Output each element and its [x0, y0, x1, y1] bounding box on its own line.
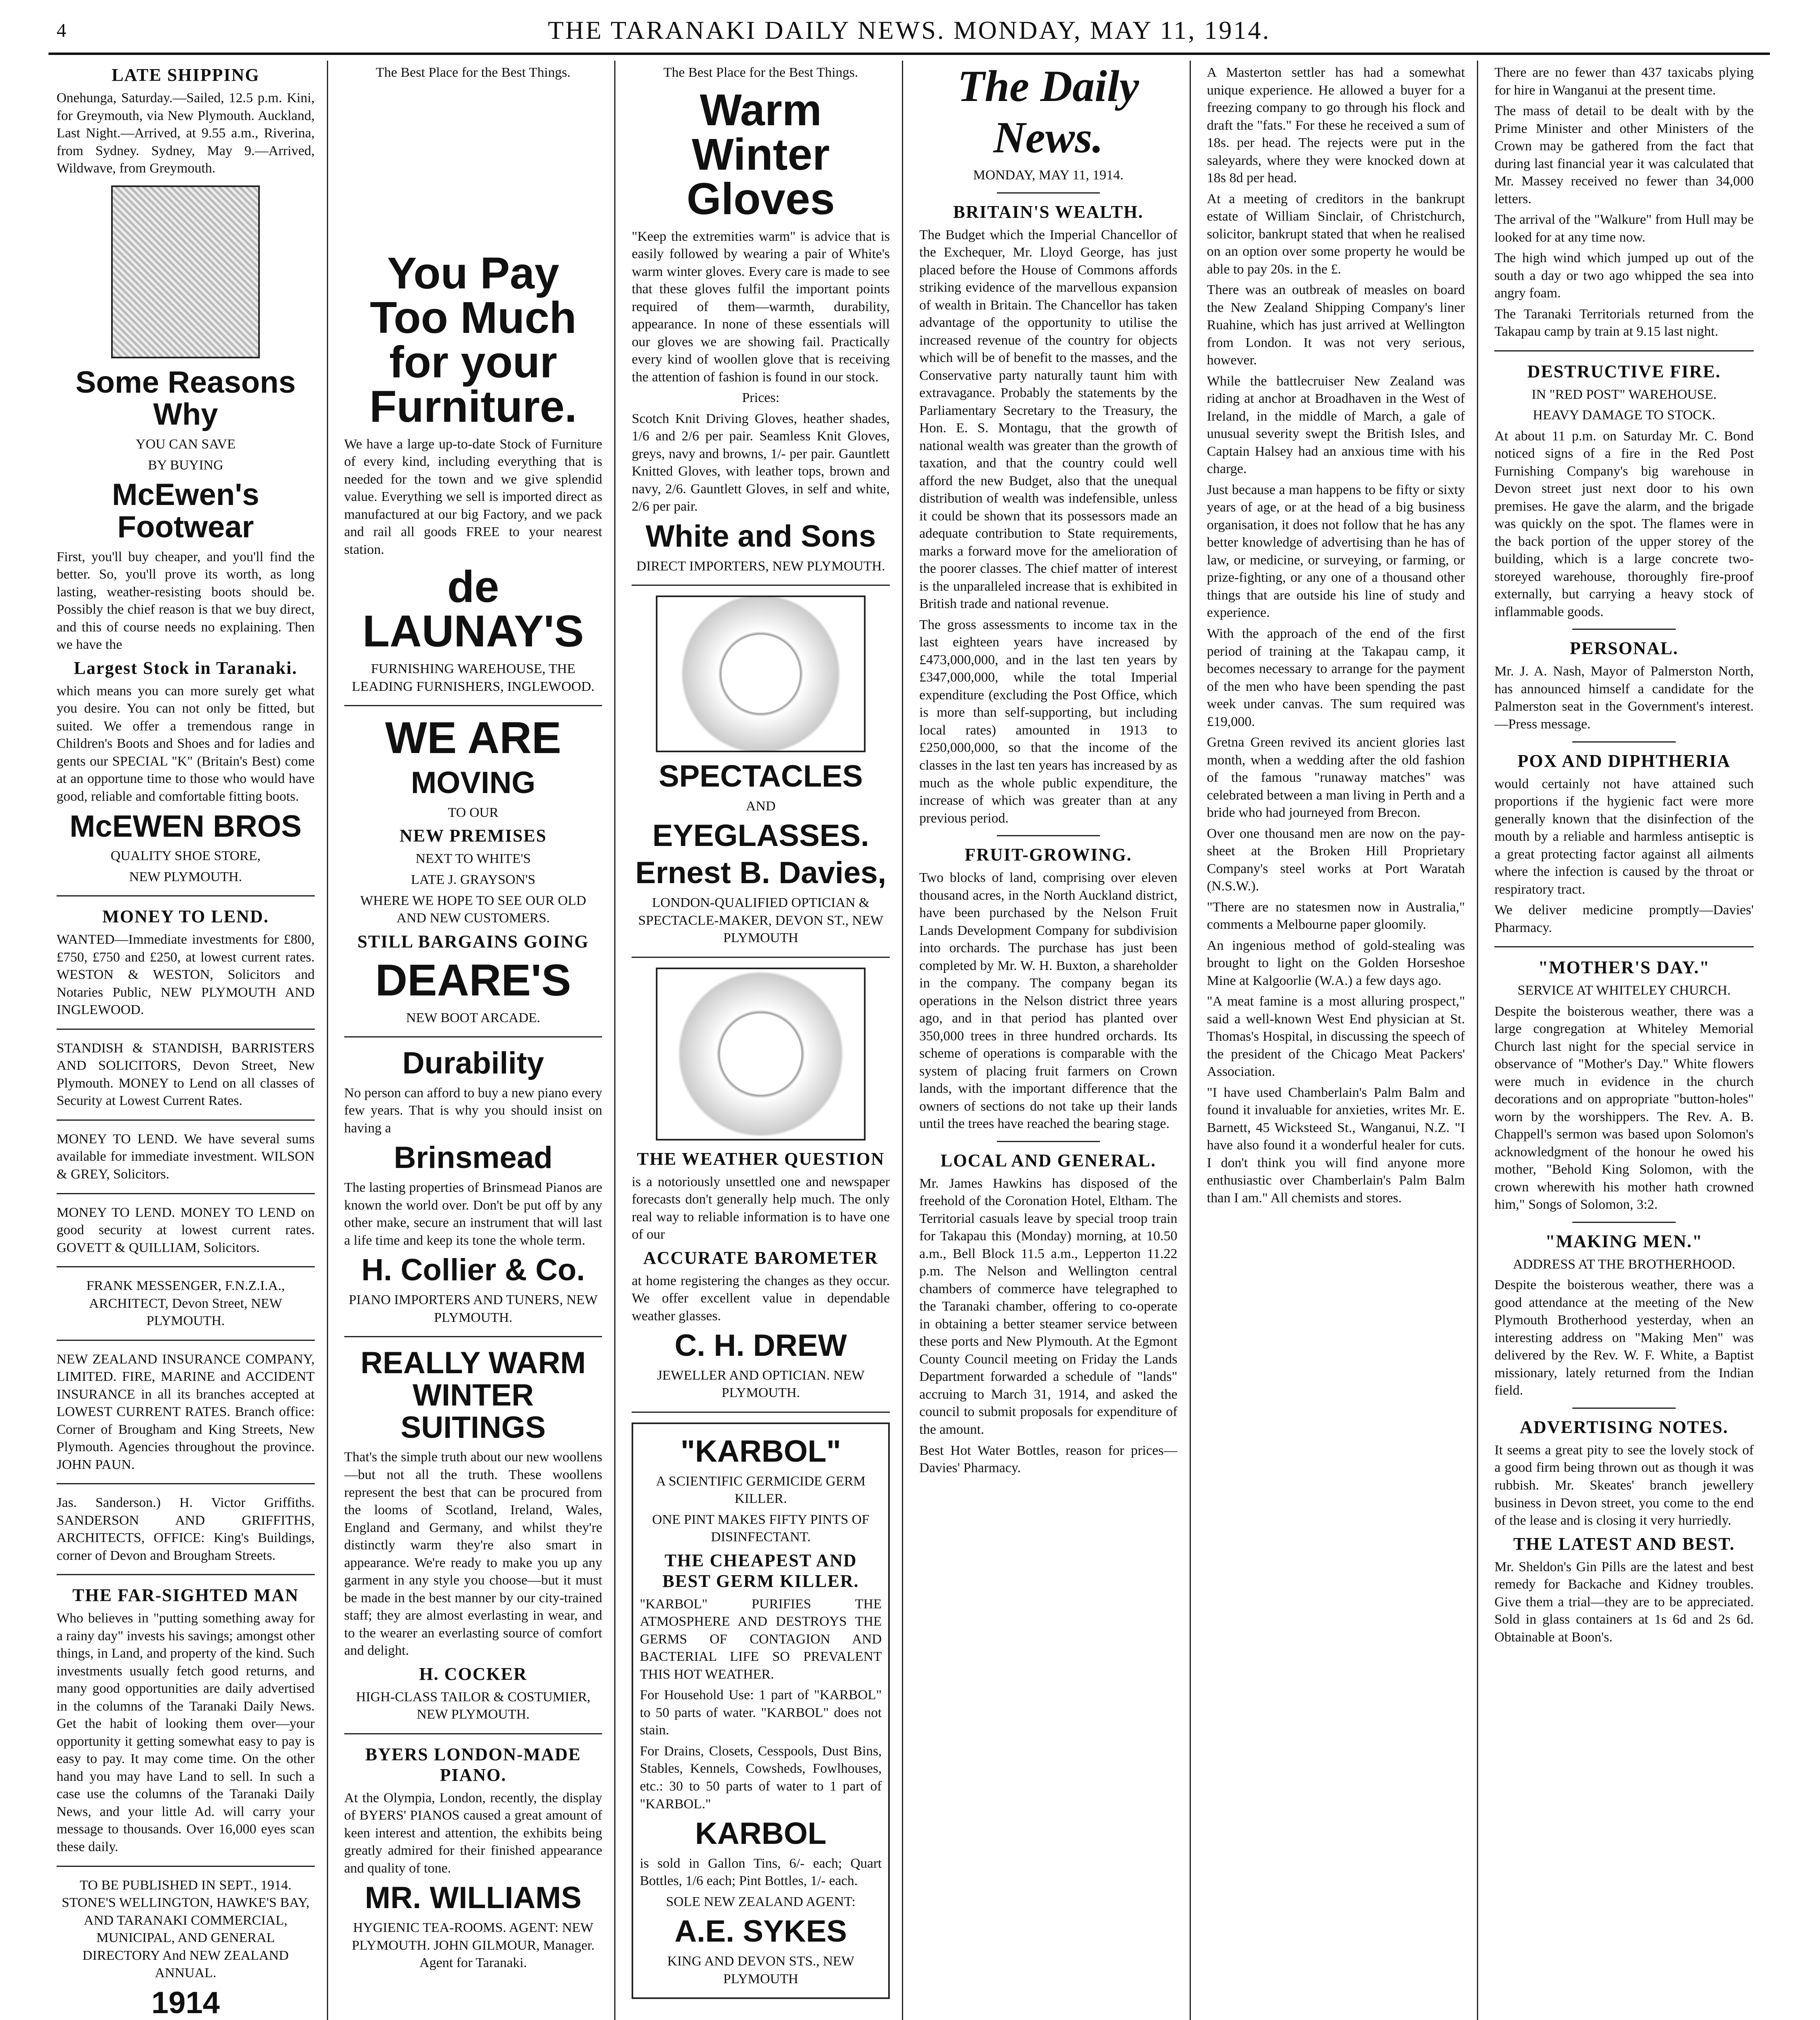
diphtheria-text: would certainly not have attained such proportions if the hygienic fact were more generally known that the disinfection of the mouth by a reliable and harmless antiseptic is a great protecting factor against all ailments where the infection is caused by the throat or respiratory tract.	[1494, 776, 1754, 897]
britains-wealth: BRITAIN'S WEALTH.	[953, 202, 1144, 222]
divider	[57, 895, 315, 896]
to-our: TO OUR	[448, 805, 499, 820]
divider	[344, 1336, 602, 1337]
davies: Ernest B. Davies,	[635, 856, 887, 890]
household: For Household Use: 1 part of "KARBOL" to 50 parts of water. "KARBOL" does not stain.	[640, 1688, 882, 1738]
divider	[1572, 1222, 1676, 1223]
karbol: "KARBOL"	[680, 1434, 841, 1469]
advertising-text: It seems a great pity to see the lovely stock of a good firm being thrown out as though it was rubbish. Mr. Skeates' branch jewellery business in Devon street, you come to the end of the lease and is closing it very hurriedly.	[1494, 1442, 1754, 1528]
launay-heading: de LAUNAY'S	[362, 562, 584, 656]
column-3	[632, 61, 903, 2020]
local-general: LOCAL AND GENERAL.	[940, 1150, 1156, 1170]
divider	[57, 1340, 315, 1341]
fire-text: At about 11 p.m. on Saturday Mr. C. Bond noticed signs of a fire in the Red Post Furnishing Company's big warehouse in Devon street just next door to his own premises. He gave the alarm, and the brigade was quickly on the spot. The flames were in the back portion of the upper storey of the building, which is a large concrete two-storeyed warehouse, thoroughly fire-proof externally, but carrying a heavy stock of inflammable goods.	[1494, 428, 1754, 619]
insurance-ad: NEW ZEALAND INSURANCE COMPANY, LIMITED. FIRE, MARINE and ACCIDENT INSURANCE in all its branches accepted at LOWEST CURRENT RATES. Branch office: Corner of Brougham and King Streets, New Plymouth. Agencies throughout the province. JOHN PAUN.	[57, 1351, 315, 1472]
collier-sub: PIANO IMPORTERS AND TUNERS, NEW PLYMOUTH.	[349, 1292, 598, 1325]
divider	[344, 1733, 602, 1734]
grazier-item: An ingenious method of gold-stealing was brought to light on the Golden Horseshoe Mine at Kalgoorlie (W.A.) a few days ago.	[1207, 938, 1465, 988]
money-text: WANTED—Immediate investments for £800, £750, £750 and £250, at lowest current rates. WESTON & WESTON, Solicitors and Notaries Public, NEW PLYMOUTH AND INGLEWOOD.	[57, 932, 315, 1018]
cocker-sub: HIGH-CLASS TAILOR & COSTUMIER, NEW PLYMOUTH.	[356, 1689, 591, 1722]
territorials-item: The Taranaki Territorials returned from the Takapau camp by train at 9.15 last night.	[1494, 306, 1754, 339]
latest-text: Mr. Sheldon's Gin Pills are the latest and best remedy for Backache and Kidney troubles. Give them a trial—they are to be appreciated. Sold in glass containers at 1s 6d and 2s 6d. Obtainable at Boon's.	[1494, 1559, 1754, 1645]
taxicabs-item: There are no fewer than 437 taxicabs plying for hire in Wanganui at the present time.	[1494, 65, 1754, 98]
advertising-item: Just because a man happens to be fifty or sixty years of age, or at the head of a big business organisation, it does not follow that he has any better knowledge of advertising than he has of law, or medicine, or surveying, or farming, or prize-fighting, or any one of a thousand other things that are outside his line of study and experience.	[1207, 482, 1465, 621]
drew-sub: JEWELLER AND OPTICIAN. NEW PLYMOUTH.	[657, 1368, 865, 1401]
commonwealth-item: Over one thousand men are now on the pay-sheet at the Broken Hill Proprietary Company's steel works at Port Waratah (N.S.W.).	[1207, 826, 1465, 894]
column-5	[1207, 61, 1479, 2020]
column-2	[344, 61, 616, 2020]
wealth-text-2: The gross assessments to income tax in the last eighteen years have increased by £473,000,000, and in the last ten years by £347,000,000, while the total Imperial expenditure (excluding the Post Office, which is more than self-supporting, but including local rates) amounted in 1913 to £250,000,000, so that the income of the classes in the last ten years has increased by as much as the whole public expenditure, the increase of which was greater than at any previous period.	[919, 617, 1178, 826]
furniture-text: We have a large up-to-date Stock of Furniture of every kind, including everything that is needed for the town and we give splendid value. Everything we sell is imported direct as manufactured at our big Factory, and we pack and rail all goods FREE to your nearest station.	[344, 436, 602, 557]
diphtheria: POX AND DIPHTHERIA	[1517, 751, 1731, 771]
spectacles: SPECTACLES	[659, 759, 863, 794]
divider	[344, 705, 602, 706]
takapau-item: With the approach of the end of the first period of training at the Takapau camp, it becomes necessary to arrange for the payment of the men who have been spending the past week under canvas. The sum required was £19,000.	[1207, 626, 1465, 729]
davies-sub: LONDON-QUALIFIED OPTICIAN & SPECTACLE-MAKER, DEVON ST., NEW PLYMOUTH	[638, 895, 884, 946]
mothers-text: Despite the boisterous weather, there was a large congregation at Whiteley Memorial Church last night for the special service in observance of "Mother's Day." White flowers were much in evidence in the church decorations and on appropriate "button-holes" worn by the worshippers. The Rev. A. B. Chappell's sermon was based upon Solomon's acknowledgment of the honour he owed his mother, "Behold King Solomon, with the crown wherewith his mother hath crowned him," Songs of Solomon, 3:2.	[1494, 1004, 1754, 1212]
divider	[57, 1483, 315, 1484]
local-text: Mr. James Hawkins has disposed of the freehold of the Coronation Hotel, Eltham. The Territorial casuals leave by special troop train for Takapau this (Monday) morning, at 10.50 a.m., Bell Block 11.5 a.m., Lepperton 11.22 p.m. The Nelson and Wellington central chambers of commerce have telegraphed to the Taranaki chamber, offering to co-operate in obtaining a better steamer service between these ports and New Plymouth. At the Egmont County Council meeting on Friday the Lands Department forwarded a schedule of "lands" accruing to March 31, 1914, and asked the council to submit proposals for expenditure of the amount.	[919, 1176, 1178, 1437]
personal: PERSONAL.	[1569, 638, 1679, 659]
mcewens-heading: McEwen's Footwear	[112, 478, 259, 544]
deliver: We deliver medicine promptly—Davies' Pharmacy.	[1494, 903, 1754, 935]
byers-text: At the Olympia, London, recently, the display of BYERS' PIANOS caused a great amount of keen interest and attention, the exhibits being greatly admired for their finished appearance and quality of tone.	[344, 1790, 602, 1876]
weather-question: THE WEATHER QUESTION	[637, 1149, 885, 1169]
spectacles-seal-icon	[656, 595, 866, 752]
gretna-item: Gretna Green revived its ancient glories last month, when a wedding after the old fashion of the famous "runaway matches" was celebrated between a man living in Perth and a bride who had journeyed from Brecon.	[1207, 735, 1465, 821]
warm-gloves: Warm Winter Gloves	[687, 85, 835, 224]
collier: H. Collier & Co.	[361, 1253, 585, 1288]
we-are: WE ARE	[385, 713, 561, 763]
battlecruiser-item: While the battlecruiser New Zealand was riding at anchor at Broadhaven in the West of Ireland, in the middle of March, a gale of unusual severity swept the British Isles, and Captain Halsey had an anxious time with his charge.	[1207, 373, 1465, 477]
williams-sub: HYGIENIC TEA-ROOMS. AGENT: NEW PLYMOUTH. JOHN GILMOUR, Manager. Agent for Taranaki.	[352, 1920, 595, 1971]
divider	[1494, 946, 1754, 947]
heavy-damage: HEAVY DAMAGE TO STOCK.	[1533, 408, 1715, 423]
measles-item: There was an outbreak of measles on board the New Zealand Shipping Company's liner Ruahine, which has just arrived at Wellington from London. It was not very serious, however.	[1207, 282, 1465, 368]
quality-store: QUALITY SHOE STORE,	[110, 848, 261, 864]
walkure-item: The arrival of the "Walkure" from Hull may be looked for at any time now.	[1494, 212, 1754, 245]
durability-text: No person can afford to buy a new piano every few years. That is why you should insist on having a	[344, 1085, 602, 1136]
money-ad-2: MONEY TO LEND. We have several sums available for immediate investment. WILSON & GREY, Solicitors.	[57, 1131, 315, 1182]
fruit-text: Two blocks of land, comprising over eleven thousand acres, in the North Auckland district, have been purchased by the Nelson Fruit Lands Development Company for subdivision into orchards. The purchase has just been completed by Mr. W. H. Buxton, a shareholder in the company. The company began its operations in the Nelson district three years ago, and in that period has planted over 350,000 trees in three hundred orchards. Its scheme of operations is comparable with the system of placing fruit farmers on Crown lands, with the important difference that the owners of sections do not take up their lands until the trees have reached the bearing stage.	[919, 870, 1178, 1132]
best-place-2: The Best Place for the Best Things.	[663, 65, 858, 80]
far-sighted-text: Who believes in "putting something away for a rainy day" invests his savings; amongst other things, in Land, and property of the kind. Such investments usually fetch good returns, and many good opportunities are daily advertised in the columns of the Taranaki Daily News. Get the habit of looking them over—your opportunity it getting somewhat easy to pay is easy to pay. It may come time. On the other hand you may have Land to sell. In such a case use the columns of the Taranaki Daily News, and your little Ad. will carry your message to thousands. Over 16,000 eyes scan these daily.	[57, 1611, 315, 1854]
shipping-text: Onehunga, Saturday.—Sailed, 12.5 p.m. Kini, for Greymouth, via New Plymouth. Auckland, Last Night.—Arrived, at 9.55 a.m., Riverina, from Sydney. Sydney, May 9.—Arrived, Wildwave, from Greymouth.	[57, 90, 315, 176]
hot-water: Best Hot Water Bottles, reason for prices—Davies' Pharmacy.	[919, 1443, 1178, 1476]
and-label: AND	[746, 798, 776, 814]
karbol-text: "KARBOL" PURIFIES THE ATMOSPHERE AND DESTROYS THE GERMS OF CONTAGION AND BACTERIAL LIFE SO PREVALENT THIS HOT WEATHER.	[640, 1596, 882, 1682]
fruit-growing: FRUIT-GROWING.	[965, 845, 1132, 865]
divider	[997, 835, 1100, 836]
page-number: 4	[57, 19, 68, 41]
latest-best: THE LATEST AND BEST.	[1513, 1534, 1735, 1554]
shipping-heading: LATE SHIPPING	[112, 65, 260, 85]
divider	[1494, 350, 1754, 351]
far-sighted-heading: THE FAR-SIGHTED MAN	[72, 1585, 299, 1605]
divider	[57, 1119, 315, 1121]
editorial-date: MONDAY, MAY 11, 1914.	[973, 168, 1124, 183]
deares: DEARE'S	[375, 955, 571, 1005]
karbol-sold: is sold in Gallon Tins, 6/- each; Quart Bottles, 1/6 each; Pint Bottles, 1/- each.	[640, 1856, 882, 1889]
sykes-sub: KING AND DEVON STS., NEW PLYMOUTH	[667, 1954, 855, 1986]
statesmen-item: "There are no statesmen now in Australia," comments a Melbourne paper gloomily.	[1207, 899, 1465, 932]
drew: C. H. DREW	[674, 1328, 847, 1363]
divider	[632, 957, 890, 958]
too-much-heading: You Pay Too Much for your Furniture.	[369, 248, 577, 431]
cocker: H. COCKER	[419, 1664, 527, 1684]
masthead	[48, 8, 1770, 55]
still-bargains: STILL BARGAINS GOING	[357, 931, 589, 951]
largest-stock: Largest Stock in Taranaki.	[74, 658, 297, 678]
you-can-save: YOU CAN SAVE	[135, 437, 236, 452]
white-sons-sub: DIRECT IMPORTERS, NEW PLYMOUTH.	[636, 558, 885, 574]
barometer-text: at home registering the changes as they occur. We offer excellent value in dependable weather glasses.	[632, 1273, 890, 1324]
brinsmead: Brinsmead	[394, 1140, 553, 1175]
karbol-2: KARBOL	[695, 1816, 827, 1851]
wealth-text: The Budget which the Imperial Chancellor of the Exchequer, Mr. Lloyd George, has just placed before the House of Commons affords striking evidence of the marvellous expansion of wealth in Britain. The Chancellor has taken advantage of the opportunity to utilise the increased revenue of the country for objects which will be of benefit to the masses, and the Conservative party naturally taunt him with extravagance. Probably the statements by the Parliamentary Secretary to the Treasury, the Hon. E. S. Montagu, that the growth of national wealth was greater than the growth of taxation, and that the country could well afford the new Budget, also that the unequal distribution of wealth was indefensible, unless it could be shown that its possessors made an adequate contribution to State requirements, marks a forward move for the amelioration of the poorer classes. The chief matter of interest is the unparalleled increase that is exhibited in British trade and national revenue.	[919, 227, 1178, 612]
barometer-icon	[656, 968, 866, 1140]
creditors-item: At a meeting of creditors in the bankrupt estate of William Sinclair, of Christchurch, solicitor, bankrupt stated that when he realised on an option over some property he would be able to pay 20s. in the £.	[1207, 191, 1465, 277]
column-1	[57, 61, 328, 2020]
advertising-notes: ADVERTISING NOTES.	[1520, 1417, 1729, 1437]
sykes: A.E. SYKES	[674, 1914, 847, 1949]
divider	[57, 1029, 315, 1030]
one-pint: ONE PINT MAKES FIFTY PINTS OF DISINFECTANT.	[652, 1512, 870, 1545]
divider	[632, 585, 890, 586]
portrait-illustration	[111, 185, 260, 358]
columns	[57, 61, 1766, 2020]
page-title: THE TARANAKI DAILY NEWS. MONDAY, MAY 11, 1914.	[548, 16, 1271, 44]
meat-famine-item: "A meat famine is a most alluring prospect," said a well-known West End physician at St. Thomas's Hospital, in discussing the speech of the president of the Chicago Meat Packers' Association.	[1207, 994, 1465, 1079]
new-premises: NEW PREMISES	[399, 826, 547, 846]
best-place: The Best Place for the Best Things.	[376, 65, 571, 80]
divider	[1572, 741, 1676, 743]
price-list: Scotch Knit Driving Gloves, heather shades, 1/6 and 2/6 per pair. Seamless Knit Gloves, greys, navy and browns, 1/- per pair. Gauntlett Knitted Gloves, with leather tops, brown and navy, 2/6. Gauntlett Gloves, in self and white, 2/6 per pair.	[632, 411, 890, 514]
boot-arcade: NEW BOOT ARCADE.	[406, 1010, 541, 1025]
messenger-ad: FRANK MESSENGER, F.N.Z.I.A., ARCHITECT, Devon Street, NEW PLYMOUTH.	[86, 1278, 285, 1329]
divider	[997, 1141, 1100, 1142]
next-to-whites: NEXT TO WHITE'S	[415, 851, 531, 867]
masterton-item: A Masterton settler has had a somewhat unique experience. He allowed a buyer for a freezing company to go through his flock and draft the "fats." For these he received a sum of 18s. per head. The rejects were put in the saleyards, where they were knocked down at 18s 8d per head.	[1207, 65, 1465, 186]
standish-ad: STANDISH & STANDISH, BARRISTERS AND SOLICITORS, Devon Street, New Plymouth. MONEY to Lend on all classes of Security at Lowest Current Rates.	[57, 1040, 315, 1109]
divider	[997, 192, 1100, 194]
column-4	[919, 61, 1191, 2020]
divider	[57, 1574, 315, 1575]
mcewen-bros: McEWEN BROS	[70, 809, 302, 844]
reasons-heading: Some Reasons Why	[75, 365, 296, 432]
divider	[1572, 629, 1676, 630]
where-customers: WHERE WE HOPE TO SEE OUR OLD AND NEW CUSTOMERS.	[360, 893, 586, 926]
accurate-barometer: ACCURATE BAROMETER	[643, 1248, 878, 1268]
brotherhood-text: Despite the boisterous weather, there was a good attendance at the meeting of the New Plymouth Brotherhood yesterday, when an interesting address on "Making Men" was delivered by the Rev. W. F. White, a Baptist missionary, lately returned from the Indian field.	[1494, 1277, 1754, 1398]
furnishing-warehouse: FURNISHING WAREHOUSE, THE LEADING FURNISHERS, INGLEWOOD.	[352, 661, 595, 694]
divider	[57, 1193, 315, 1194]
brinsmead-text: The lasting properties of Brinsmead Pianos are known the world over. Don't be put off by any other make, secure an instrument that will last a life time and keep its tone the whole term.	[344, 1180, 602, 1248]
stone-directory: TO BE PUBLISHED IN SEPT., 1914. STONE'S WELLINGTON, HAWKE'S BAY, AND TARANAKI COMMERCIAL, MUNICIPAL, AND GENERAL DIRECTORY And NEW ZEALAND ANNUAL.	[61, 1877, 310, 1981]
divider	[344, 1036, 602, 1037]
mothers-day: "MOTHER'S DAY."	[1538, 957, 1710, 978]
divider	[57, 1266, 315, 1267]
drains: For Drains, Closets, Cesspools, Dust Bins, Stables, Kennels, Cowsheds, Fowlhouses, etc.: 30 to 50 parts of water to 1 part of "KARBOL."	[640, 1743, 882, 1812]
weather-text: is a notoriously unsettled one and newspaper forecasts don't generally help much. The only real way to reliable information is to have one of our	[632, 1174, 890, 1242]
letters-item: The mass of detail to be dealt with by the Prime Minister and other Ministers of the Crown may be gathered from the fact that during last financial year it was calculated that Mr. Massey received no fewer than 34,000 letters.	[1494, 103, 1754, 206]
white-and-sons: White and Sons	[645, 519, 876, 553]
year: 1914	[151, 1985, 220, 2020]
making-men: "MAKING MEN."	[1545, 1231, 1703, 1251]
gloves-text: "Keep the extremities warm" is advice that is easily followed by wearing a pair of White's warm winter gloves. Every care is made to see that these gloves fulfil the important points required of them—warmth, durability, appearance. In none of these essentials will our gloves we are showing fail. Practically every kind of woollen glove that is receiving the attention of fashion is found in our stock.	[632, 229, 890, 385]
red-post: IN "RED POST" WAREHOUSE.	[1531, 387, 1717, 402]
sole-agent: SOLE NEW ZEALAND AGENT:	[666, 1894, 856, 1909]
column-6	[1494, 61, 1766, 2020]
stock-text: which means you can more surely get what you desire. You can not only be fitted, but suited. We offer a tremendous range in Children's Boots and Shoes and for ladies and gents our SPECIAL "K" (Britain's Best) come at an opportune time to those who would have good, reliable and comfortable fitting boots.	[57, 683, 315, 804]
warm-suitings: REALLY WARM WINTER SUITINGS	[360, 1346, 586, 1445]
divider	[1572, 1408, 1676, 1409]
late-graysons: LATE J. GRAYSON'S	[411, 872, 536, 887]
eyeglasses: EYEGLASSES.	[652, 819, 869, 853]
sanderson-ad: Jas. Sanderson.) H. Victor Griffiths. SANDERSON AND GRIFFITHS, ARCHITECTS, OFFICE: King's Buildings, corner of Devon and Brougham Streets.	[57, 1495, 315, 1563]
money-heading: MONEY TO LEND.	[102, 907, 269, 927]
brotherhood: ADDRESS AT THE BROTHERHOOD.	[1512, 1256, 1736, 1272]
footwear-text: First, you'll buy cheaper, and you'll find the better. So, you'll prove its worth, as long lasting, weather-resisting boots should be. Possibly the chief reason is that we buy direct, and this of course needs no explaining. Then we have the	[57, 549, 315, 652]
by-buying: BY BUYING	[147, 457, 223, 473]
suitings-text: That's the simple truth about our new woollens—but not all the truth. These woollens represent the best that can be procured from the looms of Scotland, Ireland, Wales, England and Germany, and whilst they're distinctly warm they're also smart in appearance. We're ready to make you up any garment in any style you choose—but it must be made in the best manner by our city-trained staff; they are almost everlasting in wear, and to the wearer an everlasting source of comfort and delight.	[344, 1450, 602, 1658]
wind-item: The high wind which jumped up out of the south a day or two ago whipped the sea into angry foam.	[1494, 250, 1754, 301]
karbol-sub: A SCIENTIFIC GERMICIDE GERM KILLER.	[656, 1473, 866, 1507]
durability: Durability	[402, 1046, 544, 1081]
paper-title: The Daily News.	[957, 61, 1139, 162]
cheapest: THE CHEAPEST AND BEST GERM KILLER.	[662, 1550, 859, 1591]
byers-heading: BYERS LONDON-MADE PIANO.	[365, 1744, 581, 1785]
palm-balm-item: "I have used Chamberlain's Palm Balm and found it invaluable for anxieties, writes Mr. E. Barnett, 45 Wicksteed St., Wanganui, N.Z. "I have also found it a wonderful healer for cuts. I don't think you will find anyone more enthusiastic over Chamberlain's Palm Balm than I am." All chemists and stores.	[1207, 1085, 1465, 1206]
prices-label: Prices:	[742, 390, 779, 406]
divider	[57, 1866, 315, 1867]
karbol-ad	[632, 1422, 890, 1999]
moving: MOVING	[411, 766, 536, 800]
divider	[632, 1412, 890, 1413]
money-ad-3: MONEY TO LEND. MONEY TO LEND on good security at lowest current rates. GOVETT & QUILLIAM, Solicitors.	[57, 1205, 315, 1255]
williams: MR. WILLIAMS	[364, 1881, 582, 1915]
whiteley-service: SERVICE AT WHITELEY CHURCH.	[1517, 983, 1731, 998]
personal-text: Mr. J. A. Nash, Mayor of Palmerston North, has announced himself a candidate for the Palmerston seat in the Government's interest.—Press message.	[1494, 664, 1754, 732]
destructive-fire: DESTRUCTIVE FIRE.	[1527, 361, 1721, 381]
new-plymouth: NEW PLYMOUTH.	[129, 869, 242, 884]
